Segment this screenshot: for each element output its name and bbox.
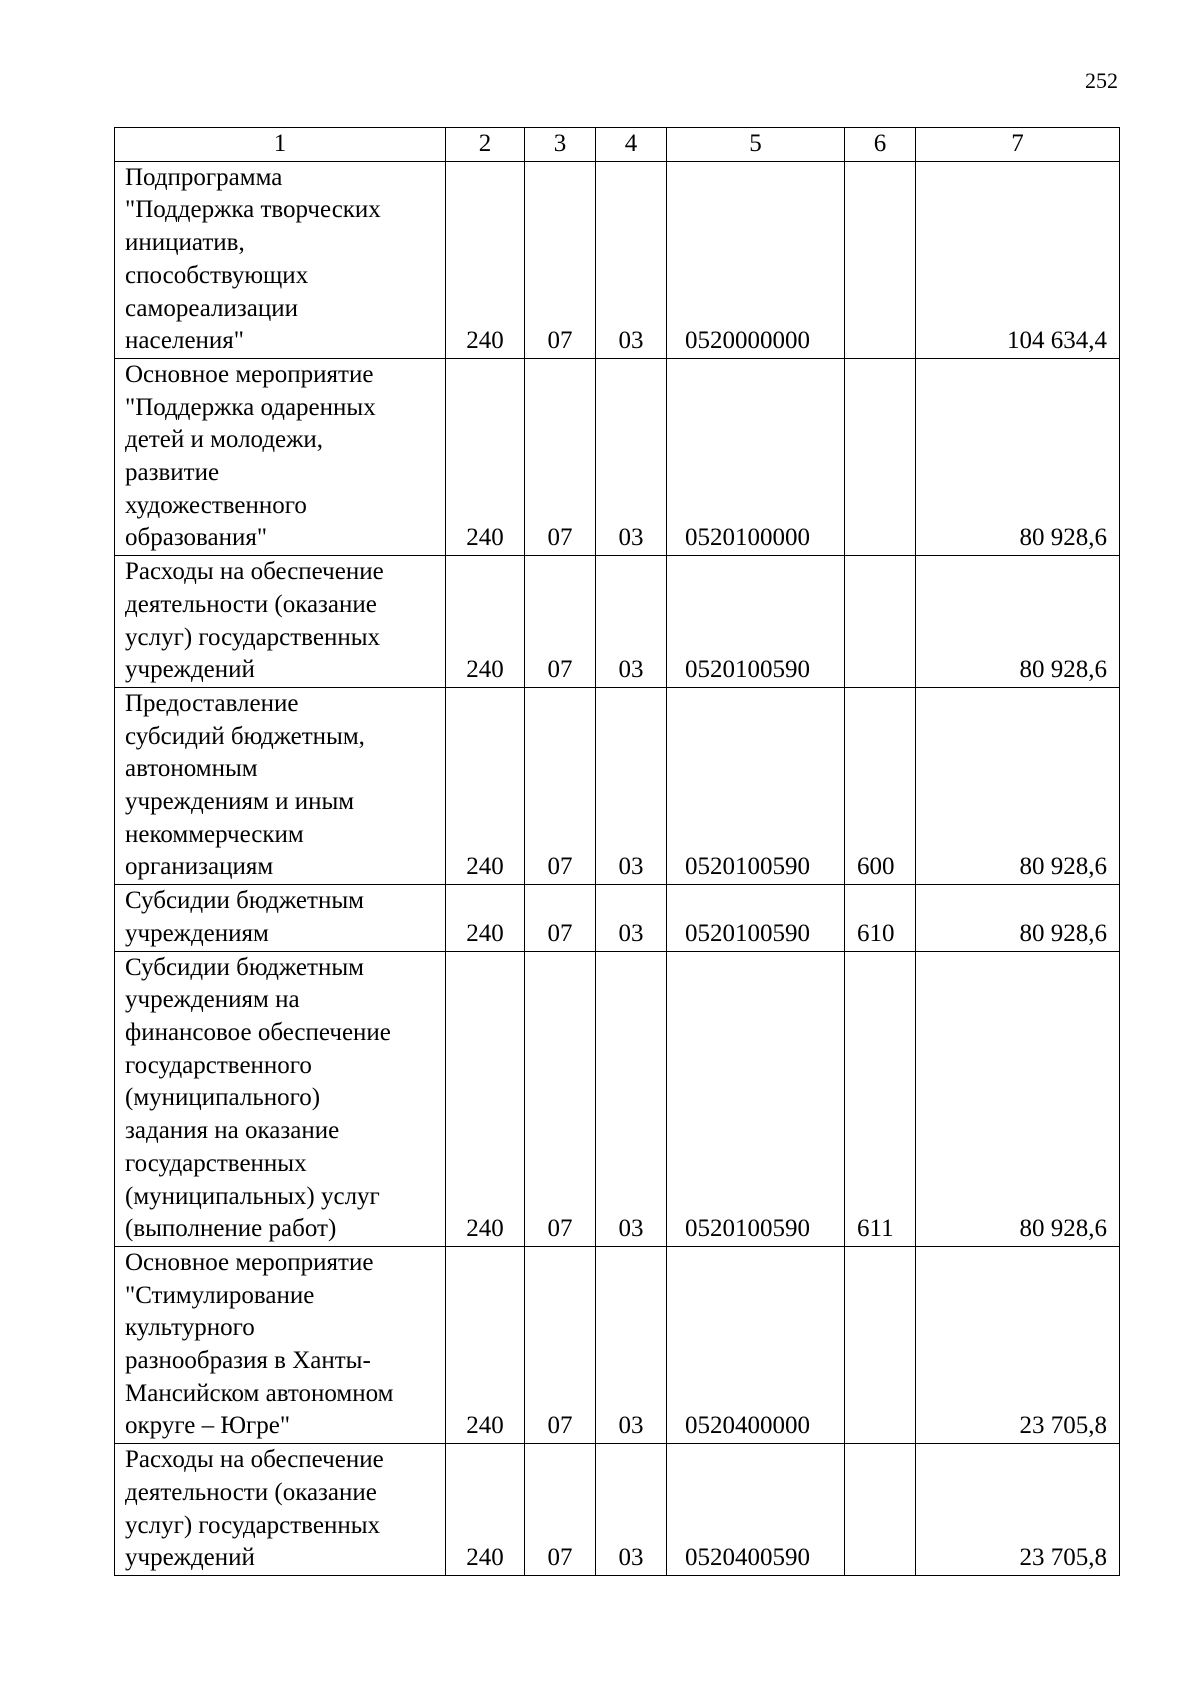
row-name-cell: Основное мероприятие "Поддержка одаренных детей и молодежи, развитие художественного образования" [115, 358, 446, 555]
row-section-cell: 07 [525, 556, 596, 688]
row-subsection-cell: 03 [596, 951, 667, 1246]
row-expense-type-cell: 610 [845, 885, 916, 951]
header-cell-1: 1 [115, 128, 446, 162]
table-row [115, 358, 1120, 555]
row-section-cell: 07 [525, 951, 596, 1246]
row-ministry-cell: 240 [446, 687, 525, 884]
row-amount-cell: 80 928,6 [916, 556, 1120, 688]
row-expense-type-cell [845, 1444, 916, 1576]
row-name-cell: Субсидии бюджетным учреждениям [115, 885, 446, 951]
header-cell-5: 5 [667, 128, 845, 162]
row-amount-cell: 80 928,6 [916, 687, 1120, 884]
row-expense-type-cell: 611 [845, 951, 916, 1246]
row-amount-cell: 80 928,6 [916, 885, 1120, 951]
row-subsection-cell: 03 [596, 556, 667, 688]
row-subsection-cell: 03 [596, 1444, 667, 1576]
row-subsection-cell: 03 [596, 161, 667, 358]
table-row [115, 1444, 1120, 1576]
header-cell-4: 4 [596, 128, 667, 162]
row-name-cell: Расходы на обеспечение деятельности (оказание услуг) государственных учреждений [115, 1444, 446, 1576]
row-ministry-cell: 240 [446, 1444, 525, 1576]
row-subsection-cell: 03 [596, 358, 667, 555]
row-subsection-cell: 03 [596, 885, 667, 951]
table-row [115, 161, 1120, 358]
row-subsection-cell: 03 [596, 687, 667, 884]
row-section-cell: 07 [525, 885, 596, 951]
row-name-cell: Расходы на обеспечение деятельности (оказание услуг) государственных учреждений [115, 556, 446, 688]
row-target-cell: 0520100590 [667, 951, 845, 1246]
row-expense-type-cell: 600 [845, 687, 916, 884]
table-row [115, 885, 1120, 951]
row-section-cell: 07 [525, 1246, 596, 1443]
row-amount-cell: 23 705,8 [916, 1444, 1120, 1576]
row-amount-cell: 23 705,8 [916, 1246, 1120, 1443]
row-expense-type-cell [845, 161, 916, 358]
table-row [115, 687, 1120, 884]
table-header-row [115, 128, 1120, 162]
row-ministry-cell: 240 [446, 161, 525, 358]
row-amount-cell: 80 928,6 [916, 358, 1120, 555]
row-ministry-cell: 240 [446, 556, 525, 688]
row-subsection-cell: 03 [596, 1246, 667, 1443]
row-section-cell: 07 [525, 358, 596, 555]
row-section-cell: 07 [525, 1444, 596, 1576]
row-target-cell: 0520100000 [667, 358, 845, 555]
page-number: 252 [1085, 68, 1118, 93]
row-amount-cell: 104 634,4 [916, 161, 1120, 358]
row-section-cell: 07 [525, 161, 596, 358]
row-target-cell: 0520100590 [667, 556, 845, 688]
row-ministry-cell: 240 [446, 885, 525, 951]
row-ministry-cell: 240 [446, 951, 525, 1246]
row-target-cell: 0520100590 [667, 687, 845, 884]
row-name-cell: Подпрограмма "Поддержка творческих инициатив, способствующих самореализации населения" [115, 161, 446, 358]
row-name-cell: Предоставление субсидий бюджетным, автономным учреждениям и иным некоммерческим организациям [115, 687, 446, 884]
row-target-cell: 0520100590 [667, 885, 845, 951]
row-ministry-cell: 240 [446, 1246, 525, 1443]
header-cell-3: 3 [525, 128, 596, 162]
header-cell-7: 7 [916, 128, 1120, 162]
row-target-cell: 0520000000 [667, 161, 845, 358]
row-name-cell: Субсидии бюджетным учреждениям на финансовое обеспечение государственного (муниципального) задания на оказание государственных (муниципальных) услуг (выполнение работ) [115, 951, 446, 1246]
row-expense-type-cell [845, 358, 916, 555]
row-section-cell: 07 [525, 687, 596, 884]
row-expense-type-cell [845, 1246, 916, 1443]
row-ministry-cell: 240 [446, 358, 525, 555]
table-row [115, 1246, 1120, 1443]
row-expense-type-cell [845, 556, 916, 688]
header-cell-6: 6 [845, 128, 916, 162]
table-row [115, 556, 1120, 688]
row-amount-cell: 80 928,6 [916, 951, 1120, 1246]
table-row [115, 951, 1120, 1246]
header-cell-2: 2 [446, 128, 525, 162]
row-target-cell: 0520400000 [667, 1246, 845, 1443]
row-target-cell: 0520400590 [667, 1444, 845, 1576]
row-name-cell: Основное мероприятие "Стимулирование культурного разнообразия в Ханты- Мансийском автономном округе – Югре" [115, 1246, 446, 1443]
budget-table [114, 127, 1120, 1576]
